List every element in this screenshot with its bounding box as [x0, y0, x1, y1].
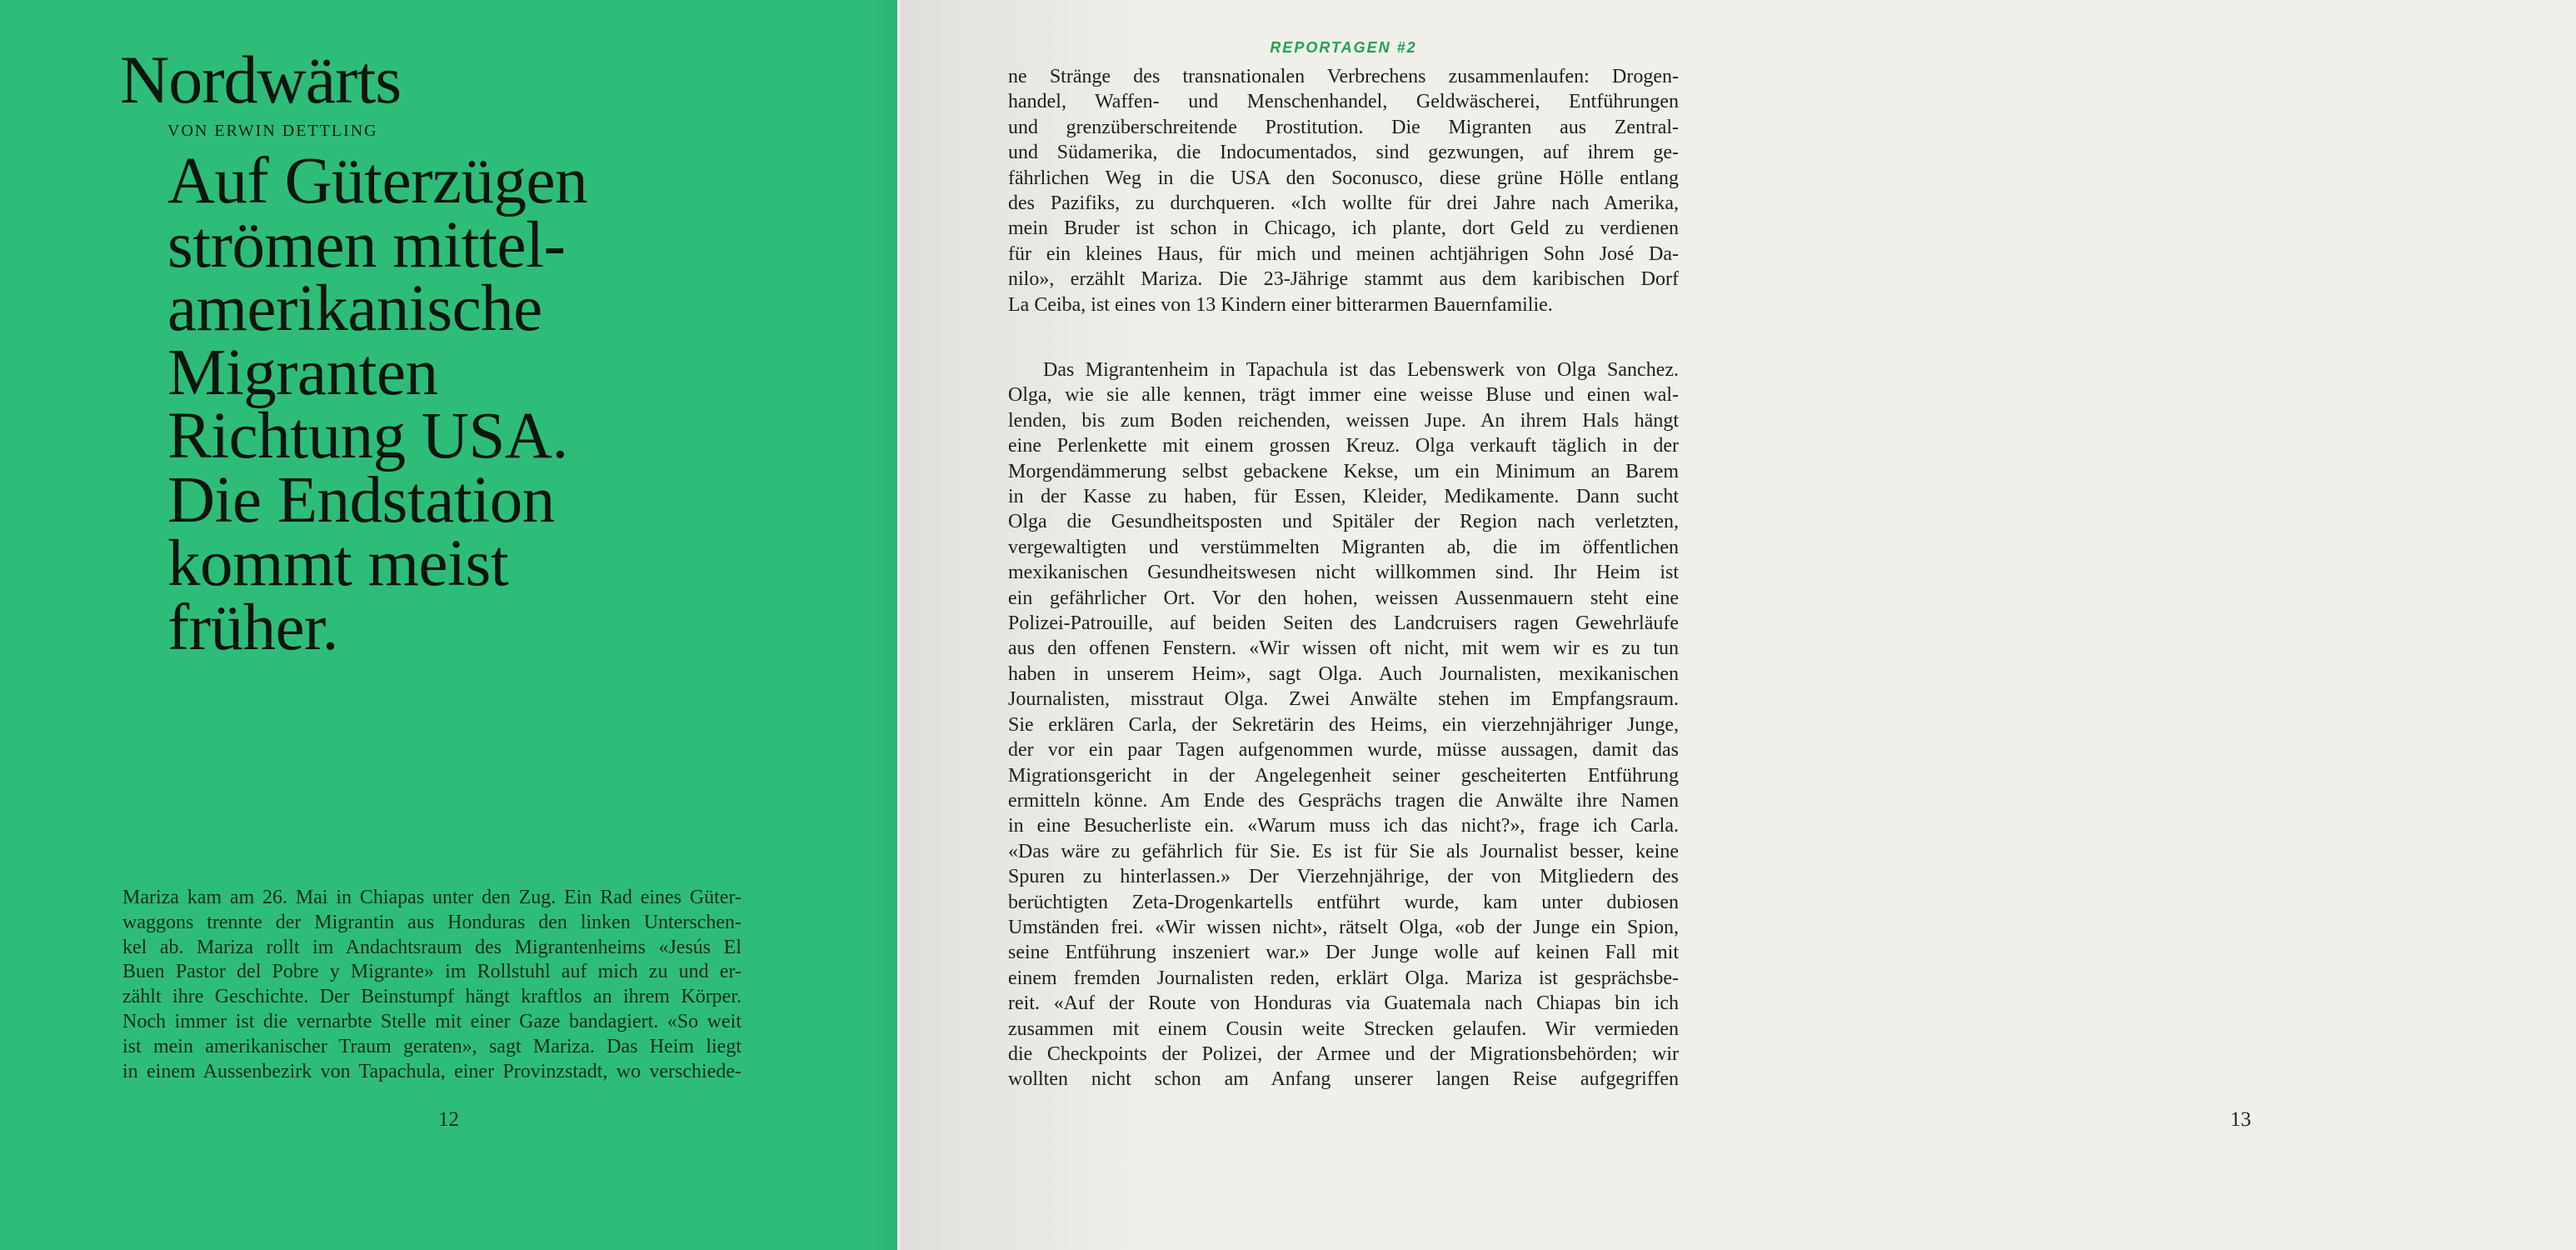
- section-header: REPORTAGEN #2: [1270, 39, 1417, 56]
- text-line: Migranten: [167, 336, 438, 409]
- text-line: zählt ihre Geschichte. Der Beinstumpf hängt kraftlos an ihrem Körper.: [122, 986, 741, 1008]
- text-line: Noch immer ist die vernarbte Stelle mit einer Gaze bandagiert. «So weit: [122, 1010, 741, 1032]
- body-paragraph-1: [1008, 64, 1679, 318]
- text-line: nilo», erzählt Mariza. Die 23-Jährige stammt aus dem karibischen Dorf: [1008, 268, 1679, 291]
- text-line: in einem Aussenbezirk von Tapachula, einer Provinzstadt, wo verschiede-: [122, 1060, 741, 1082]
- text-line: kommt meist: [167, 528, 509, 600]
- page-title: Nordwärts: [120, 42, 402, 118]
- text-line: ist mein amerikanischer Traum geraten», sagt Mariza. Das Heim liegt: [122, 1035, 741, 1058]
- text-line: wollten nicht schon am Anfang unserer langen Reise aufgegriffen: [1008, 1068, 1679, 1091]
- text-line: vergewaltigten und verstümmelten Migranten ab, die im öffentlichen: [1008, 536, 1679, 558]
- text-line: amerikanische: [167, 272, 542, 345]
- text-line: handel, Waffen- und Menschenhandel, Geldwäscherei, Entführungen: [1008, 91, 1679, 113]
- text-line: «Das wäre zu gefährlich für Sie. Es ist für Sie als Journalist besser, keine: [1008, 840, 1679, 862]
- text-line: Die Endstation: [167, 463, 555, 537]
- text-line: Sie erklären Carla, der Sekretärin des Heims, ein vierzehnjähriger Junge,: [1008, 713, 1679, 736]
- headline: [167, 145, 801, 664]
- text-line: reit. «Auf der Route von Honduras via Guatemala nach Chiapas bin ich: [1008, 992, 1679, 1015]
- text-line: waggons trennte der Migrantin aus Honduras den linken Unterschen-: [122, 911, 741, 933]
- text-line: Polizei-Patrouille, auf beiden Seiten des Landcruisers ragen Gewehrläufe: [1008, 612, 1679, 635]
- text-line: mein Bruder ist schon in Chicago, ich plante, dort Geld zu verdienen: [1008, 218, 1679, 240]
- text-line: fährlichen Weg in die USA den Soconusco, diese grüne Hölle entlang: [1008, 167, 1679, 189]
- text-line: Migrationsgericht in der Angelegenheit seiner gescheiterten Entführung: [1008, 764, 1679, 787]
- text-line: lenden, bis zum Boden reichenden, weissen Jupe. An ihrem Hals hängt: [1008, 409, 1679, 432]
- text-line: mexikanischen Gesundheitswesen nicht willkommen sind. Ihr Heim ist: [1008, 562, 1679, 584]
- text-line: in eine Besucherliste ein. «Warum muss ich das nicht?», frage ich Carla.: [1008, 815, 1679, 838]
- text-line: der vor ein paar Tagen aufgenommen wurde, müsse aussagen, damit das: [1008, 739, 1679, 762]
- text-line: Buen Pastor del Pobre y Migrante» im Rollstuhl auf mich zu und er-: [122, 961, 741, 983]
- text-line: Journalisten, misstraut Olga. Zwei Anwälte stehen im Empfangsraum.: [1008, 688, 1679, 711]
- text-line: berüchtigten Zeta-Drogenkartells entführt wurde, kam unter dubiosen: [1008, 891, 1679, 913]
- text-line: zusammen mit einem Cousin weite Strecken gelaufen. Wir vermieden: [1008, 1018, 1679, 1040]
- intro-paragraph: [122, 886, 741, 1084]
- text-line: Umständen frei. «Wir wissen nicht», rätselt Olga, «ob der Junge ein Spion,: [1008, 916, 1679, 938]
- right-page: [897, 0, 2251, 1250]
- text-line: ne Stränge des transnationalen Verbrechens zusammenlaufen: Drogen-: [1008, 66, 1679, 88]
- byline: VON ERWIN DETTLING: [167, 122, 378, 140]
- text-line: aus den offenen Fenstern. «Wir wissen oft nicht, mit wem wir es zu tun: [1008, 638, 1679, 660]
- text-line: seine Entführung inszeniert war.» Der Junge wolle auf keinen Fall mit: [1008, 942, 1679, 964]
- body-paragraph-2: [1008, 358, 1679, 1092]
- text-line: ein gefährlicher Ort. Vor den hohen, weissen Aussenmauern steht eine: [1008, 587, 1679, 609]
- text-line: strömen mittel-: [167, 208, 566, 282]
- text-line: Mariza kam am 26. Mai in Chiapas unter den Zug. Ein Rad eines Güter-: [122, 887, 741, 908]
- text-line: Auf Güterzügen: [167, 145, 588, 218]
- text-line: haben in unserem Heim», sagt Olga. Auch Journalisten, mexikanischen: [1008, 662, 1679, 685]
- text-line: Olga, wie sie alle kennen, trägt immer eine weisse Bluse und einen wal-: [1008, 384, 1679, 407]
- text-line: Morgendämmerung selbst gebackene Kekse, um ein Minimum an Barem: [1008, 460, 1679, 482]
- text-line: und grenzüberschreitende Prostitution. Die Migranten aus Zentral-: [1008, 116, 1679, 138]
- text-line: La Ceiba, ist eines von 13 Kindern einer bitterarmen Bauernfamilie.: [1008, 293, 1553, 316]
- text-line: kel ab. Mariza rollt im Andachtsraum des Migrantenheims «Jesús El: [122, 936, 741, 958]
- text-line: einem fremden Journalisten reden, erklärt Olga. Mariza ist gesprächsbe-: [1008, 967, 1679, 989]
- text-line: des Pazifiks, zu durchqueren. «Ich wollte für drei Jahre nach Amerika,: [1008, 192, 1679, 215]
- text-line: und Südamerika, die Indocumentados, sind gezwungen, auf ihrem ge-: [1008, 142, 1679, 164]
- text-line: in der Kasse zu haben, für Essen, Kleider, Medikamente. Dann sucht: [1008, 486, 1679, 508]
- text-line: Richtung USA.: [167, 400, 568, 472]
- page-number-right: 13: [2230, 1108, 2251, 1131]
- text-line: für ein kleines Haus, für mich und meinen achtjährigen Sohn José Da-: [1008, 242, 1679, 265]
- page-number-left: 12: [438, 1108, 459, 1131]
- text-line: eine Perlenkette mit einem grossen Kreuz. Olga verkauft täglich in der: [1008, 435, 1679, 458]
- text-line: Spuren zu hinterlassen.» Der Vierzehnjährige, der von Mitgliedern des: [1008, 866, 1679, 888]
- text-line: Olga die Gesundheitsposten und Spitäler der Region nach verletzten,: [1008, 511, 1679, 533]
- text-line: früher.: [167, 591, 338, 664]
- text-line: Das Migrantenheim in Tapachula ist das Lebenswerk von Olga Sanchez.: [1043, 359, 1679, 381]
- left-page: [0, 0, 897, 1250]
- text-line: die Checkpoints der Polizei, der Armee und der Migrationsbehörden; wir: [1008, 1042, 1679, 1065]
- text-line: ermitteln könne. Am Ende des Gesprächs tragen die Anwälte ihre Namen: [1008, 789, 1679, 812]
